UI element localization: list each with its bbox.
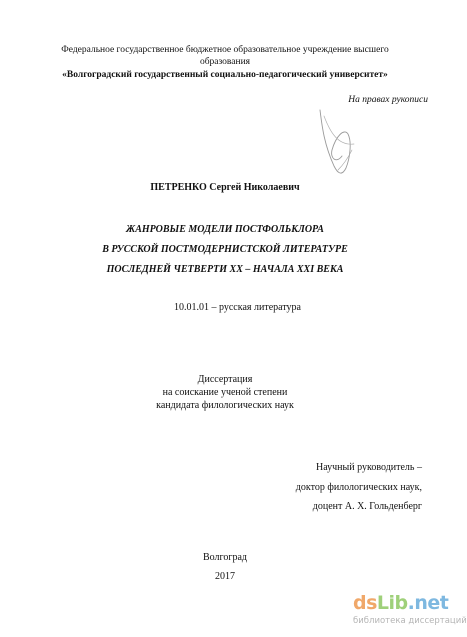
signature-icon [312, 106, 358, 178]
rights-note: На правах рукописи [348, 95, 428, 105]
watermark-caption: библиотека диссертаций [353, 616, 467, 626]
specialty-code: 10.01.01 – русская литература [174, 302, 301, 313]
logo-ds: ds [353, 592, 377, 614]
dslib-logo [353, 592, 448, 614]
supervisor-degree: доктор филологических наук, [295, 482, 422, 493]
title-line-3: ПОСЛЕДНЕЙ ЧЕТВЕРТИ XX – НАЧАЛА XXI ВЕКА [106, 264, 344, 275]
logo-net: .net [407, 592, 449, 614]
year: 2017 [215, 571, 235, 582]
institution-name-line1: Федеральное государственное бюджетное образовательное учреждение высшего [61, 45, 389, 55]
title-line-2: В РУССКОЙ ПОСТМОДЕРНИСТСКОЙ ЛИТЕРАТУРЕ [102, 244, 348, 255]
title-line-1: ЖАНРОВЫЕ МОДЕЛИ ПОСТФОЛЬКЛОРА [126, 224, 324, 235]
supervisor-role: Научный руководитель – [316, 462, 422, 473]
university-name: «Волгоградский государственный социально-педагогический университет» [62, 70, 388, 80]
author-name: ПЕТРЕНКО Сергей Николаевич [150, 182, 300, 193]
degree-line-2: на соискание ученой степени [162, 387, 288, 398]
institution-name-line2: образования [199, 57, 251, 67]
logo-lib: Lib [376, 592, 408, 614]
degree-line-3: кандидата филологических наук [156, 400, 294, 411]
dslib-watermark[interactable] [353, 592, 467, 632]
city: Волгоград [202, 552, 247, 563]
degree-block [0, 373, 450, 412]
degree-line-1: Диссертация [197, 374, 253, 385]
dissertation-title [0, 220, 450, 280]
supervisor-name: доцент А. Х. Гольденберг [312, 501, 422, 512]
